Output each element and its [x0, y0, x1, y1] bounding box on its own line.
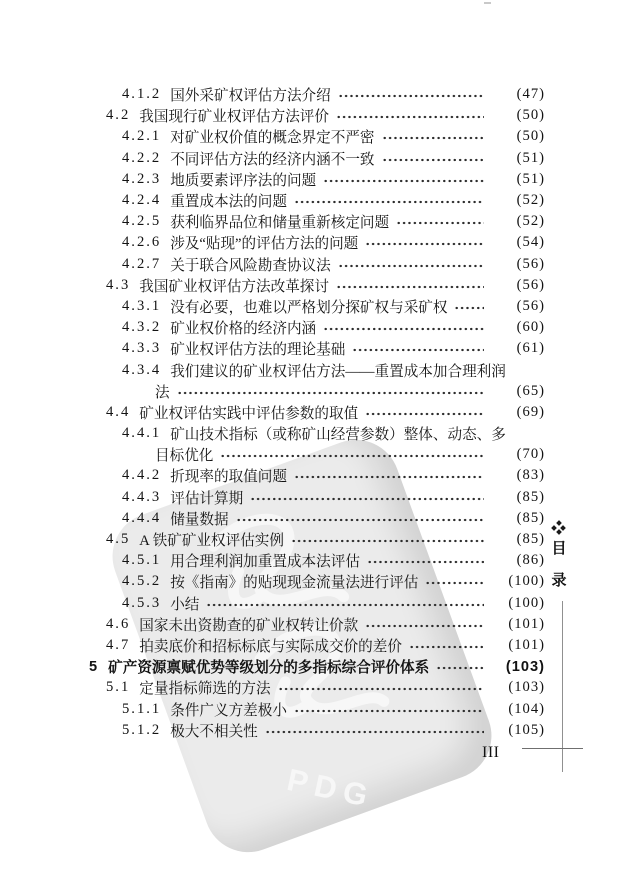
entry-number: 4.1.2: [122, 86, 162, 103]
toc-entry: [0, 508, 545, 529]
scan-speck: [484, 2, 491, 4]
dot-leader: [294, 704, 484, 718]
dot-leader: [367, 555, 484, 569]
entry-page-number: (47): [516, 86, 545, 103]
entry-title: 矿山技术指标（或称矿山经营参数）整体、动态、多: [170, 427, 506, 444]
entry-number: 5.1: [106, 679, 131, 696]
entry-number: 4.3.1: [122, 297, 162, 314]
entry-page-number: (83): [516, 467, 545, 484]
dot-leader: [265, 725, 484, 739]
entry-number: 4.7: [106, 636, 131, 653]
entry-number: 4.3: [106, 276, 131, 293]
toc-list: [0, 84, 545, 741]
entry-number: 4.3.3: [122, 340, 162, 357]
toc-entry: [0, 635, 545, 656]
toc-entry: [0, 423, 545, 444]
entry-title: 条件广义方差极小: [170, 702, 287, 719]
toc-entry: [0, 614, 545, 635]
entry-title: 法: [155, 384, 170, 401]
dot-leader: [352, 343, 484, 357]
entry-page-number: (51): [516, 149, 545, 166]
entry-number: 4.5.1: [122, 552, 162, 569]
entry-title: 储量数据: [170, 511, 229, 528]
dot-leader: [365, 237, 484, 251]
entry-page-number: (100): [508, 573, 545, 590]
entry-number: 4.5.3: [122, 594, 162, 611]
entry-title: 评估计算期: [170, 490, 244, 507]
dot-leader: [206, 598, 484, 612]
watermark-pdg-label: PDG: [284, 762, 378, 815]
entry-page-number: (50): [516, 107, 545, 124]
entry-page-number: (103): [508, 679, 545, 696]
entry-title: 矿业权评估方法的理论基础: [170, 342, 346, 359]
entry-page-number: (51): [516, 170, 545, 187]
entry-title: 国家未出资勘查的矿业权转让价款: [139, 617, 359, 634]
entry-title: 折现率的取值问题: [170, 469, 287, 486]
entry-title: 矿业权评估实践中评估参数的取值: [139, 405, 359, 422]
entry-title: 按《指南》的贴现现金流量法进行评估: [170, 575, 419, 592]
toc-entry: [0, 190, 545, 211]
entry-number: 4.2.1: [122, 128, 162, 145]
entry-number: 4.2.7: [122, 255, 162, 272]
diamond-decoration-icon: [552, 521, 565, 534]
entry-page-number: (52): [516, 192, 545, 209]
toc-entry: [0, 656, 545, 677]
entry-number: 4.6: [106, 615, 131, 632]
entry-title: 矿产资源禀赋优势等级划分的多指标综合评价体系: [108, 660, 430, 677]
toc-entry: [0, 593, 545, 614]
dot-leader: [436, 661, 484, 675]
dot-leader: [220, 449, 484, 463]
entry-number: 5.1.1: [122, 700, 162, 717]
entry-title: 我国现行矿业权评估方法评价: [139, 109, 329, 126]
entry-number: 4.2.4: [122, 192, 162, 209]
entry-title: A 铁矿矿业权评估实例: [139, 533, 284, 550]
entry-title: 我们建议的矿业权评估方法——重置成本加合理利润: [170, 363, 506, 380]
entry-number: 4.2.3: [122, 170, 162, 187]
dot-leader: [338, 259, 484, 273]
dot-leader: [294, 470, 484, 484]
toc-entry: [0, 296, 545, 317]
dot-leader: [278, 682, 484, 696]
dot-leader: [336, 280, 484, 294]
dot-leader: [396, 216, 484, 230]
entry-number: 4.4.2: [122, 467, 162, 484]
entry-page-number: (65): [516, 382, 545, 399]
entry-title: 关于联合风险勘查协议法: [170, 257, 331, 274]
crop-mark-vertical: [562, 601, 563, 772]
entry-page-number: (60): [516, 319, 545, 336]
entry-number: 4.2.5: [122, 213, 162, 230]
dot-leader: [425, 576, 484, 590]
entry-page-number: (69): [516, 403, 545, 420]
entry-page-number: (61): [516, 340, 545, 357]
entry-title: 拍卖底价和招标标底与实际成交价的差价: [139, 638, 402, 655]
entry-page-number: (52): [516, 213, 545, 230]
entry-title: 我国矿业权评估方法改革探讨: [139, 278, 329, 295]
entry-page-number: (54): [516, 234, 545, 251]
dot-leader: [338, 89, 484, 103]
page-number-roman: III: [482, 744, 500, 761]
entry-number: 4.4: [106, 403, 131, 420]
entry-number: 4.4.1: [122, 425, 162, 442]
entry-title: 目标优化: [155, 448, 214, 465]
toc-entry: [0, 169, 545, 190]
entry-title: 地质要素评序法的问题: [170, 172, 317, 189]
entry-title: 定量指标筛选的方法: [139, 681, 271, 698]
entry-title: 重置成本法的问题: [170, 194, 287, 211]
toc-entry: [0, 275, 545, 296]
entry-title: 涉及“贴现”的评估方法的问题: [170, 236, 359, 253]
entry-title: 没有必要，也难以严格划分探矿权与采矿权: [170, 299, 448, 316]
entry-title: 获利临界品位和储量重新核定问题: [170, 215, 390, 232]
toc-entry: [0, 381, 545, 402]
toc-entry: [0, 571, 545, 592]
entry-page-number: (86): [516, 552, 545, 569]
toc-entry: [0, 529, 545, 550]
toc-entry: [0, 550, 545, 571]
toc-entry: [0, 232, 545, 253]
toc-entry: [0, 465, 545, 486]
toc-entry: [0, 254, 545, 275]
dot-leader: [323, 322, 484, 336]
dot-leader: [291, 534, 484, 548]
dot-leader: [454, 301, 484, 315]
toc-entry: [0, 84, 545, 105]
toc-entry: [0, 359, 545, 380]
dot-leader: [382, 153, 484, 167]
dot-leader: [236, 513, 484, 527]
entry-title: 极大不相关性: [170, 723, 258, 740]
toc-entry: [0, 677, 545, 698]
toc-entry: [0, 402, 545, 423]
entry-page-number: (85): [516, 531, 545, 548]
margin-label-char-2: 录: [551, 573, 567, 589]
entry-title: 小结: [170, 596, 200, 613]
dot-leader: [177, 386, 484, 400]
toc-entry: [0, 126, 545, 147]
entry-page-number: (105): [508, 721, 545, 738]
margin-label-char-1: 目: [551, 541, 567, 557]
entry-number: 4.5.2: [122, 573, 162, 590]
entry-page-number: (56): [516, 255, 545, 272]
entry-number: 5: [89, 658, 100, 675]
toc-entry: [0, 720, 545, 741]
entry-page-number: (56): [516, 297, 545, 314]
entry-page-number: (50): [516, 128, 545, 145]
toc-entry: [0, 148, 545, 169]
entry-title: 用合理利润加重置成本法评估: [170, 554, 360, 571]
entry-title: 矿业权价格的经济内涵: [170, 321, 317, 338]
entry-number: 4.4.3: [122, 488, 162, 505]
dot-leader: [250, 492, 484, 506]
entry-page-number: (100): [508, 594, 545, 611]
toc-entry: [0, 444, 545, 465]
toc-entry: [0, 487, 545, 508]
dot-leader: [382, 131, 484, 145]
toc-entry: [0, 317, 545, 338]
entry-number: 5.1.2: [122, 721, 162, 738]
entry-number: 4.3.4: [122, 361, 162, 378]
toc-entry: [0, 698, 545, 719]
entry-page-number: (101): [508, 615, 545, 632]
dot-leader: [294, 195, 484, 209]
entry-page-number: (70): [516, 446, 545, 463]
dot-leader: [336, 110, 484, 124]
entry-page-number: (101): [508, 636, 545, 653]
dot-leader: [365, 407, 484, 421]
entry-page-number: (85): [516, 509, 545, 526]
dot-leader: [365, 619, 484, 633]
entry-number: 4.5: [106, 531, 131, 548]
toc-entry: [0, 105, 545, 126]
toc-entry: [0, 211, 545, 232]
entry-number: 4.2.6: [122, 234, 162, 251]
entry-page-number: (103): [505, 658, 545, 675]
entry-number: 4.4.4: [122, 509, 162, 526]
crop-mark-horizontal: [522, 748, 583, 749]
entry-title: 对矿业权价值的概念界定不严密: [170, 130, 375, 147]
entry-number: 4.2.2: [122, 149, 162, 166]
toc-entry: [0, 338, 545, 359]
entry-number: 4.3.2: [122, 319, 162, 336]
entry-number: 4.2: [106, 107, 131, 124]
entry-title: 国外采矿权评估方法介绍: [170, 88, 331, 105]
entry-page-number: (56): [516, 276, 545, 293]
entry-page-number: (85): [516, 488, 545, 505]
entry-page-number: (104): [508, 700, 545, 717]
dot-leader: [323, 174, 484, 188]
entry-title: 不同评估方法的经济内涵不一致: [170, 151, 375, 168]
dot-leader: [409, 640, 484, 654]
